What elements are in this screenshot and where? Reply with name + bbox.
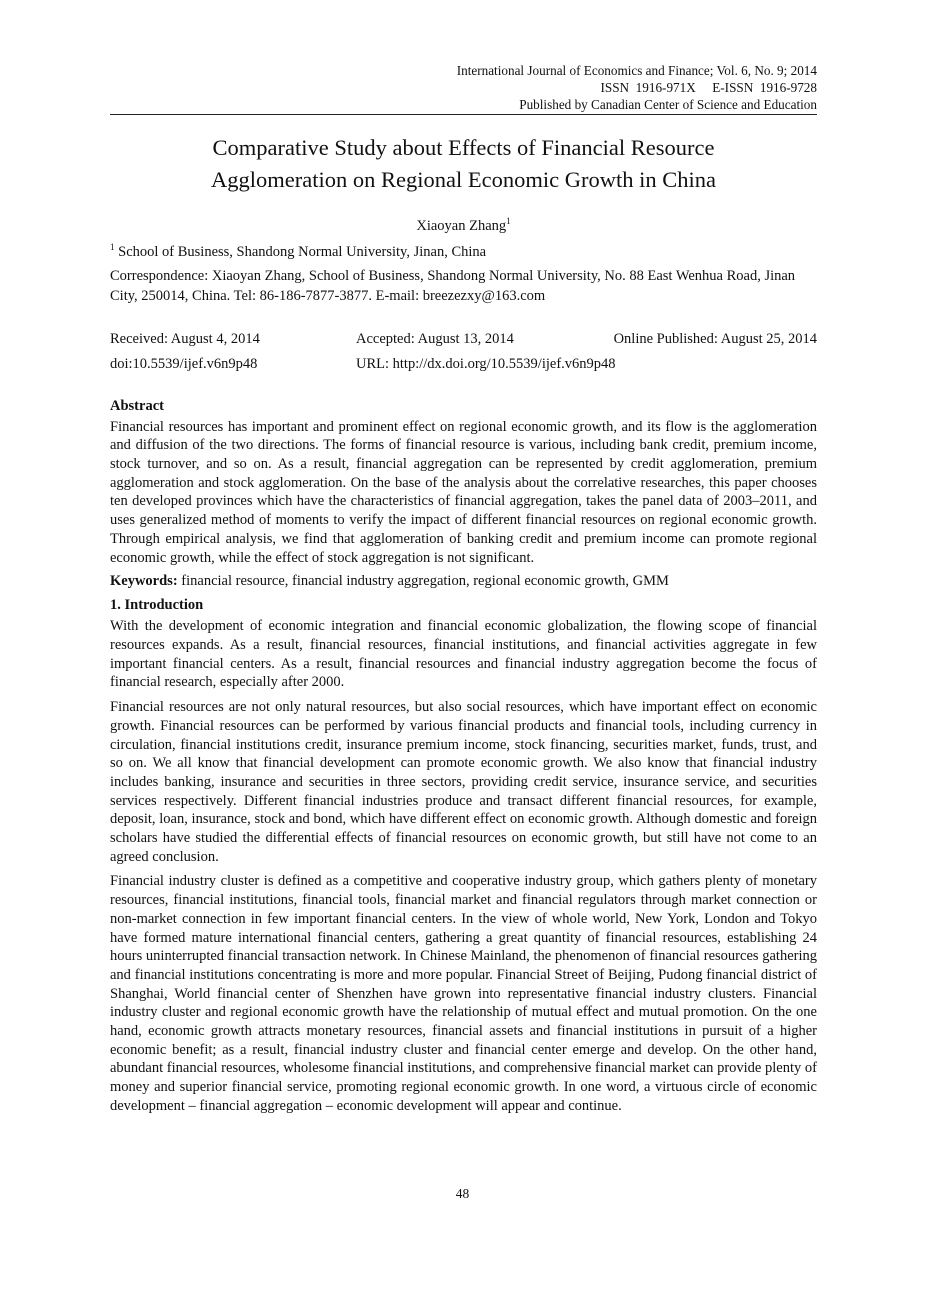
introduction-heading: 1. Introduction (110, 597, 204, 614)
dates-line (110, 326, 817, 352)
issn-line: ISSN 1916-971X E-ISSN 1916-9728 (600, 80, 817, 95)
journal-header (110, 62, 817, 113)
keywords (110, 571, 817, 591)
publisher-line: Published by Canadian Center of Science and Education (519, 97, 817, 112)
doi-url[interactable]: URL: http://dx.doi.org/10.5539/ijef.v6n9p48 (356, 355, 616, 372)
abstract-heading: Abstract (110, 397, 164, 414)
title-line-1: Comparative Study about Effects of Financial Resource (212, 135, 715, 160)
doi-line (110, 352, 817, 376)
header-rule (110, 114, 817, 115)
intro-paragraph-3: Financial industry cluster is defined as a competitive and cooperative industry group, which gathers plenty of monetary resources, financial institutions, financial tools, financial market and financial regulators through market connection or non-market connection in few important financial centers. In the view of whole world, New York, London and Tokyo have formed mature international financial centers, gathering a great quantity of financial resources, establishing 24 hours uninterrupted financial transaction network. In Chinese Mainland, the phenomenon of financial resources gathering and financial institutions concentrating is more and more popular. Financial Street of Beijing, Pudong financial district of Shanghai, World financial center of Shenzhen have grown into representative financial industry clusters. Financial industry cluster and regional economic growth have the relationship of mutual effect and mutual promotion. On the one hand, economic growth attracts monetary resources, financial assets and financial institutions in pursuit of a higher economic benefit; as a result, financial industry cluster and financial center emerge and develop. On the other hand, abundant financial resources, wholesome financial institutions, and comprehensive financial market can provide plenty of money and superior financial service, promoting regional economic growth. In one word, a virtuous circle of economic development – financial aggregation – economic development will appear and continue. (110, 873, 817, 1114)
received-date: Received: August 4, 2014 (110, 330, 260, 347)
paper-page (110, 62, 817, 1116)
author-sup: 1 (506, 216, 511, 226)
journal-name: International Journal of Economics and Finance; Vol. 6, No. 9; 2014 (456, 63, 817, 78)
published-date: Online Published: August 25, 2014 (613, 330, 817, 347)
abstract-text: Financial resources has important and prominent effect on regional economic growth, and its flow is the agglomeration and diffusion of the two directions. The forms of financial resource is various, including bank credit, premium income, stock turnover, and so on. As a result, financial aggregation can be represented by credit agglomeration, premium agglomeration and stock agglomeration. On the base of the analysis about the correlative researches, this paper chooses ten developed provinces which have the characteristics of financial aggregation, takes the panel data of 2003–2011, and uses generalized method of moments to verify the impact of different financial resources on regional economic growth. Through empirical analysis, we find that agglomeration of banking credit and premium income can promote regional economic growth, while the effect of stock aggregation is not significant. (110, 418, 817, 566)
affiliation-sup: 1 (110, 241, 115, 252)
keywords-text: financial resource, financial industry aggregation, regional economic growth, GMM (177, 573, 669, 590)
author (110, 212, 817, 235)
affiliation-text: School of Business, Shandong Normal University, Jinan, China (118, 243, 487, 260)
paper-title (110, 132, 817, 196)
intro-paragraph-1: With the development of economic integration and financial economic globalization, the flowing scope of financial resources expands. As a result, financial resources, financial institutions, and financial activities aggregate in few important financial centers. As a result, financial resources and financial industry aggregation become the focus of financial research, especially after 2000. (110, 618, 817, 691)
correspondence: Correspondence: Xiaoyan Zhang, School of Business, Shandong Normal University, No. 88 East Wenhua Road, Jinan City, 250014, China. Tel: 86-186-7877-3877. E-mail: breezezxy@163.com (110, 267, 796, 304)
keywords-label: Keywords: (110, 573, 178, 590)
title-line-2: Agglomeration on Regional Economic Growth in China (211, 167, 716, 192)
accepted-date: Accepted: August 13, 2014 (356, 330, 514, 347)
affiliation (110, 237, 817, 262)
page-number: 48 (455, 1186, 470, 1201)
doi: doi:10.5539/ijef.v6n9p48 (110, 355, 258, 372)
intro-paragraph-2: Financial resources are not only natural resources, but also social resources, which have important effect on economic growth. Financial resources can be performed by various financial products and financial tools, including currency in circulation, financial institutions credit, insurance premium income, stock financing, securities market, funds, trust, and so on. We all know that financial development can promote economic growth. We also know that financial industry includes banking, insurance and securities in three sectors, providing credit service, insurance service, and securities services respectively. Different financial industries produce and transact different financial resources, for example, deposit, loan, insurance, stock and bond, which have different effect on economic growth. Although domestic and foreign scholars have studied the differential effects of financial resources on economic growth, but still have not come to an agreed conclusion. (110, 699, 817, 865)
author-name: Xiaoyan Zhang (416, 217, 507, 234)
